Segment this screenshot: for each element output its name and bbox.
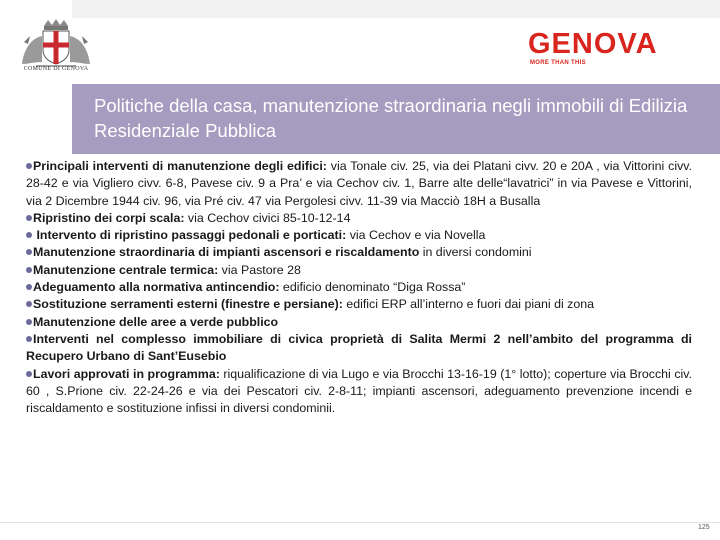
item-lead: Ripristino dei corpi scala: (33, 210, 185, 225)
brand-tagline: MORE THAN THIS (530, 60, 586, 66)
list-item (26, 296, 692, 313)
item-text: via Tonale civ. 25, via dei Platani civv. 20 e 20A , via Vittorini civv. 28-42 e via Vigliero civv. 6-8, Pavese civ. 9 a Pra’ e via Cechov civ. 1, Barre alte delle“lavatrici” in via Pavese e Vittorini, via 2 Dicembre 1944 civ. 96, via Pré civ. 47 via Pergolesi civv. 11-39 via Macciò 18H a Busalla (26, 159, 692, 208)
page-title: Politiche della casa, manutenzione straordinaria negli immobili di Edilizia Residenziale Pubblica (94, 95, 688, 141)
genova-brand-logo (528, 28, 708, 66)
list-item (26, 262, 692, 279)
bullet-icon (26, 319, 32, 325)
list-item (26, 210, 692, 227)
list-item (26, 244, 692, 261)
item-text: via Cechov civici 85-10-12-14 (184, 210, 351, 225)
item-text: riqualificazione di via Lugo e via Brocchi 13-16-19 (1° lotto); coperture via Brocchi civ. 60 , S.Prione civ. 22-24-26 e via dei Pescatori civ. 2-8-11; impianti ascensori, adeguamento prevenzione incendi e riscaldamento e sostituzione infissi in diversi condominii. (26, 366, 692, 416)
item-lead: Principali interventi di manutenzione degli edifici: (33, 159, 327, 173)
bullet-icon (26, 284, 32, 290)
list-item (26, 158, 692, 210)
item-lead: Manutenzione delle aree a verde pubblico (33, 314, 279, 329)
bullet-icon (26, 249, 32, 255)
bullet-icon (26, 267, 32, 273)
item-text: edificio denominato “Diga Rossa” (279, 280, 466, 295)
item-lead: Manutenzione centrale termica: (33, 262, 219, 277)
title-banner (72, 84, 720, 154)
list-item (26, 331, 692, 366)
bullet-icon (26, 301, 32, 307)
item-lead: Interventi nel complesso immobiliare di civica proprietà di Salita Mermi 2 nell’ambito del programma di Recupero Urbano di Sant’Eusebio (26, 331, 692, 364)
item-lead: Adeguamento alla normativa antincendio: (33, 280, 280, 295)
bullet-icon (26, 163, 32, 169)
item-lead: Sostituzione serramenti esterni (finestre e persiane): (33, 297, 343, 312)
bullet-icon (26, 232, 32, 238)
list-item (26, 314, 692, 331)
bullet-icon (26, 215, 32, 221)
list-item (26, 227, 692, 244)
item-lead: Lavori approvati in programma: (33, 366, 220, 381)
list-item (26, 366, 692, 418)
item-text: via Pastore 28 (218, 262, 301, 277)
item-text: edifici ERP all’interno e fuori dai piani di zona (342, 297, 595, 312)
item-text: in diversi condomini (419, 245, 532, 260)
content-list (26, 158, 692, 417)
item-text: via Cechov e via Novella (346, 228, 486, 243)
page-number: 125 (698, 524, 710, 531)
municipality-label: COMUNE DI GENOVA (23, 66, 89, 72)
coat-of-arms-icon (14, 18, 98, 82)
bullet-icon (26, 336, 32, 342)
brand-wordmark: GENOVA (528, 28, 658, 60)
footer-divider (0, 522, 720, 523)
list-item (26, 279, 692, 296)
bullet-icon (26, 371, 32, 377)
item-lead: Intervento di ripristino passaggi pedonali e porticati: (33, 228, 347, 243)
item-lead: Manutenzione straordinaria di impianti ascensori e riscaldamento (33, 245, 420, 260)
top-strip (72, 0, 720, 18)
